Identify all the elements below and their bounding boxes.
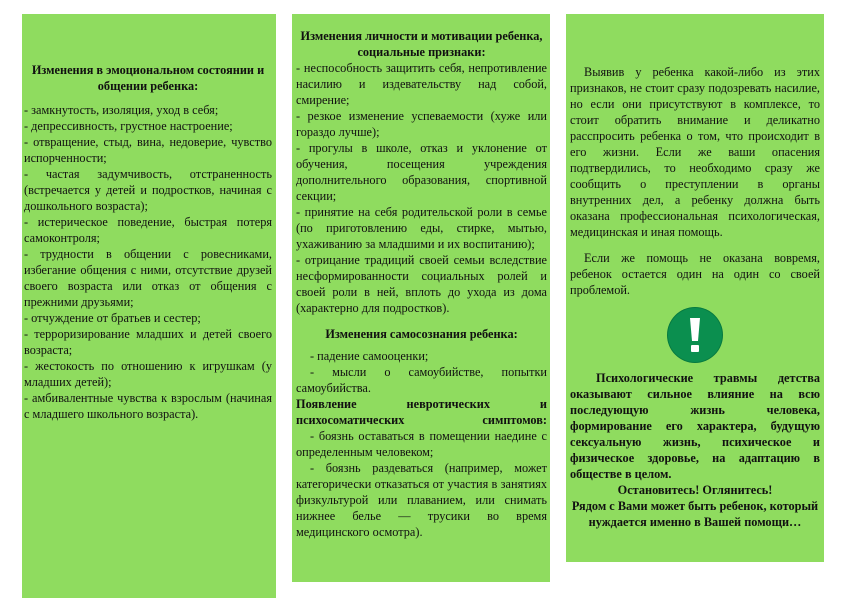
emotional-item: - амбивалентные чувства к взрослым (начиная с младшего школьного возраста). <box>24 391 272 421</box>
emotional-item: - трудности в общении с ровесниками, избегание общения с ними, отсутствие друзей своего возраста или отказ от общения с прежними друзьями; <box>24 247 272 309</box>
panel-emotional-changes <box>22 14 276 598</box>
personality-item: - принятие на себя родительской роли в семье (по приготовлению еды, стирке, мытью, ухаживанию за младшими и их воспитанию); <box>296 205 547 251</box>
personality-item: - неспособность защитить себя, непротивление насилию и издевательству над собой, смирение; <box>296 61 547 107</box>
emotional-item: - истерическое поведение, быстрая потеря самоконтроля; <box>24 215 272 245</box>
personality-heading: Изменения личности и мотивации ребенка, социальные признаки: <box>300 29 543 59</box>
emotional-item: - отчуждение от братьев и сестер; <box>24 311 201 325</box>
advice-paragraph-2: Если же помощь не оказана вовремя, ребенок остается один на один со своей проблемой. <box>570 251 820 297</box>
exclamation-glyph <box>680 315 710 355</box>
neurotic-symptoms-item: - боязнь раздеваться (например, может категорически отказаться от участия в занятиях физкультурой или плаванием, или снимать нижнее белье — трусики во время медицинского осмотра). <box>296 461 547 539</box>
advice-paragraph: Выявив у ребенка какой-либо из этих признаков, не стоит сразу подозревать насилие, но если они присутствуют в комплексе, то стоит обратить внимание и деликатно расспросить ребенка о том, что происходит в его жизни. Если же ваши опасения подтвердились, то необходимо сразу же сообщить о преступлении в органы внутренних дел, а ребенку должна быть оказана профессиональная психологическая, медицинская и иная помощь. <box>570 65 820 239</box>
emotional-item: - терроризирование младших и детей своего возраста; <box>24 327 272 357</box>
personality-item: - резкое изменение успеваемости (хуже или гораздо лучше); <box>296 109 547 139</box>
self-awareness-heading: Изменения самосознания ребенка: <box>325 327 518 341</box>
emotional-item: - депрессивность, грустное настроение; <box>24 119 233 133</box>
emotional-item: - частая задумчивость, отстраненность (встречается у детей и подростков, начиная с дошкольного возраста); <box>24 167 272 213</box>
self-awareness-item: - мысли о самоубийстве, попытки самоубийства. <box>296 365 547 395</box>
exclamation-badge <box>570 308 820 362</box>
neurotic-symptoms-item: - боязнь оставаться в помещении наедине с определенным человеком; <box>296 429 547 459</box>
personality-item: - отрицание традиций своей семьи вследствие несформированности социальных ролей и своей роли в ней, вплоть до ухода из дома (характерно для подростков). <box>296 253 547 315</box>
emotional-item: - отвращение, стыд, вина, недоверие, чувство испорченности; <box>24 135 272 165</box>
exclamation-icon <box>668 308 722 362</box>
panel-advice <box>566 14 824 562</box>
self-awareness-item: - падение самооценки; <box>310 349 429 363</box>
call-help: Рядом с Вами может быть ребенок, который нуждается именно в Вашей помощи… <box>571 499 819 529</box>
personality-item: - прогулы в школе, отказ и уклонение от обучения, посещения учреждения дополнительного образования, спортивной секции; <box>296 141 547 203</box>
call-stop: Остановитесь! Оглянитесь! <box>617 483 773 497</box>
emotional-item: - жестокость по отношению к игрушкам (у младших детей); <box>24 359 272 389</box>
neurotic-symptoms-heading: Появление невротических и психосоматических симптомов: <box>296 397 547 427</box>
trauma-statement: Психологические травмы детства оказывают сильное влияние на всю последующую жизнь человека, формирование его характера, будущую сексуальную жизнь, психическое и физическое здоровье, на адаптацию в обществе в целом. <box>570 371 820 481</box>
emotional-heading: Изменения в эмоциональном состоянии и общении ребенка: <box>31 63 265 93</box>
emotional-item: - замкнутость, изоляция, уход в себя; <box>24 103 219 117</box>
panel-personality-changes <box>292 14 550 582</box>
